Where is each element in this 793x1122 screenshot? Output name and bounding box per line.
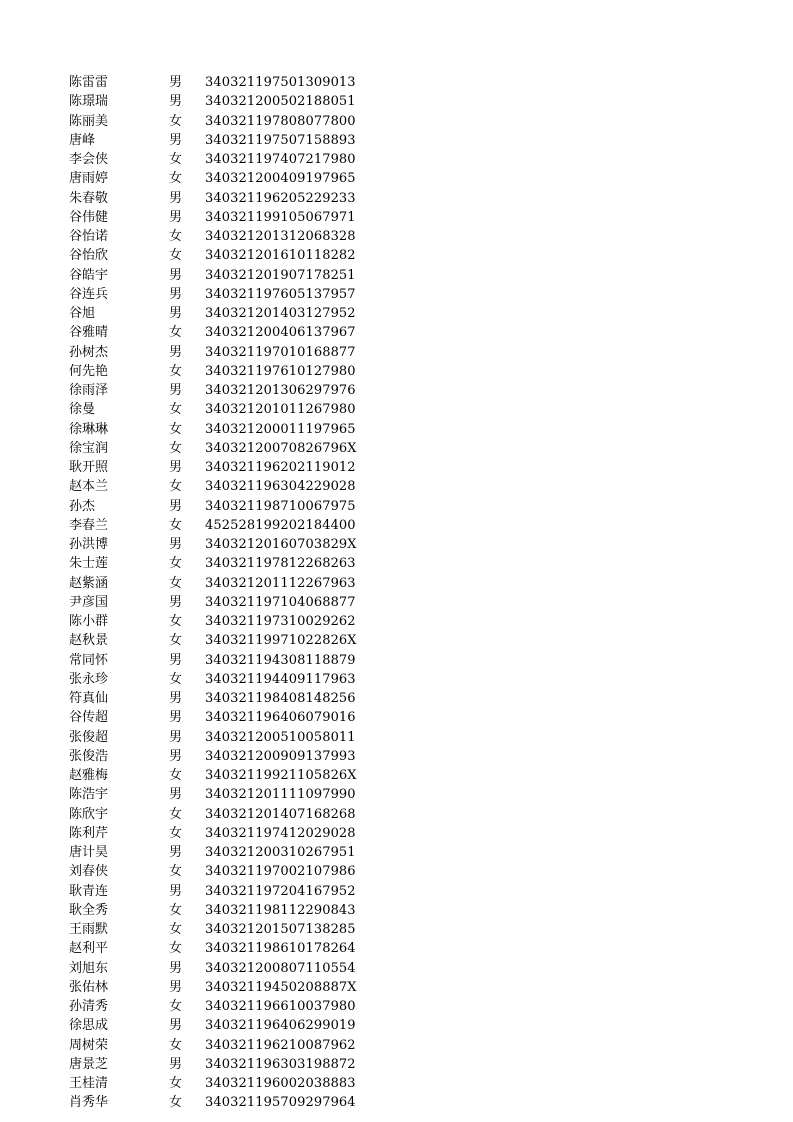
id-number-cell: 340321196202119012: [205, 460, 356, 475]
gender-cell: 女: [169, 902, 183, 918]
table-row: [69, 343, 369, 362]
table-row: [69, 670, 369, 689]
gender-cell: 男: [169, 1018, 183, 1034]
table-row: [69, 381, 369, 400]
table-row: [69, 708, 369, 727]
name-cell: 孙杰: [69, 498, 96, 514]
id-number-cell: 340321196304229028: [205, 479, 356, 495]
table-row: [69, 1055, 369, 1074]
table-row: [69, 112, 369, 131]
id-number-cell: 340321201011267980: [205, 402, 356, 418]
gender-cell: 女: [169, 248, 183, 264]
id-number-cell: 340321198710067975: [205, 498, 356, 514]
gender-cell: 男: [169, 787, 183, 803]
table-row: [69, 439, 369, 458]
id-number-cell: 340321197808077800: [205, 113, 356, 129]
id-number-cell: 340321197104068877: [205, 594, 356, 610]
name-cell: 赵本兰: [69, 479, 109, 495]
table-row: [69, 131, 369, 150]
name-cell: 赵紫涵: [69, 575, 109, 591]
table-row: [69, 901, 369, 920]
gender-cell: 女: [169, 941, 183, 957]
id-number-cell: 340321195709297964: [205, 1095, 356, 1111]
name-cell: 徐思成: [69, 1018, 109, 1034]
gender-cell: 女: [169, 556, 183, 572]
table-row: [69, 689, 369, 708]
name-cell: 徐琳琳: [69, 421, 109, 437]
name-cell: 符真仙: [69, 691, 109, 706]
id-number-cell: 340321199105067971: [205, 209, 356, 225]
id-number-cell: 340321201111097990: [205, 787, 356, 803]
name-cell: 孙树杰: [69, 344, 109, 360]
name-cell: 孙洪博: [69, 537, 109, 552]
name-cell: 唐峰: [69, 132, 96, 148]
id-number-cell: 34032120070826796X: [205, 440, 357, 456]
table-row: [69, 246, 369, 265]
table-row: [69, 824, 369, 843]
id-number-cell: 340321196303198872: [205, 1056, 356, 1072]
name-cell: 张俊超: [69, 729, 109, 745]
name-cell: 李春兰: [69, 517, 109, 533]
gender-cell: 女: [169, 517, 183, 533]
table-row: [69, 862, 369, 881]
id-number-cell: 340321198408148256: [205, 691, 356, 706]
table-row: [69, 939, 369, 958]
table-row: [69, 73, 369, 92]
name-cell: 谷旭: [69, 306, 96, 321]
table-row: [69, 843, 369, 862]
name-cell: 耿开照: [69, 460, 109, 475]
id-number-cell: 340321197507158893: [205, 132, 356, 148]
id-number-cell: 34032119450208887X: [205, 979, 357, 995]
id-number-cell: 340321197204167952: [205, 883, 356, 899]
gender-cell: 男: [169, 498, 183, 514]
gender-cell: 女: [169, 999, 183, 1014]
name-cell: 陈雷雷: [69, 75, 109, 90]
gender-cell: 男: [169, 286, 183, 302]
name-cell: 张佑林: [69, 979, 109, 995]
name-cell: 李会侠: [69, 152, 109, 167]
id-number-cell: 340321200510058011: [205, 729, 356, 745]
name-cell: 朱春敬: [69, 190, 109, 206]
table-row: [69, 612, 369, 631]
gender-cell: 女: [169, 325, 183, 341]
name-cell: 刘旭东: [69, 960, 109, 976]
gender-cell: 女: [169, 479, 183, 495]
gender-cell: 男: [169, 190, 183, 206]
name-cell: 耿青连: [69, 883, 109, 899]
name-cell: 何先艳: [69, 363, 109, 379]
id-number-cell: 340321201407168268: [205, 806, 356, 822]
name-cell: 赵秋景: [69, 633, 109, 649]
id-number-cell: 340321197002107986: [205, 864, 356, 880]
gender-cell: 男: [169, 94, 183, 110]
name-cell: 唐景芝: [69, 1056, 109, 1072]
id-number-cell: 340321197010168877: [205, 344, 356, 360]
name-cell: 陈欣宇: [69, 806, 109, 822]
gender-cell: 男: [169, 75, 183, 90]
gender-cell: 男: [169, 132, 183, 148]
id-number-cell: 340321201306297976: [205, 383, 356, 398]
table-row: [69, 959, 369, 978]
gender-cell: 女: [169, 171, 183, 187]
table-row: [69, 323, 369, 342]
table-row: [69, 208, 369, 227]
id-number-cell: 340321200406137967: [205, 325, 356, 341]
gender-cell: 女: [169, 440, 183, 456]
id-number-cell: 340321201907178251: [205, 267, 356, 283]
name-cell: 王雨默: [69, 922, 109, 937]
table-row: [69, 1074, 369, 1093]
gender-cell: 男: [169, 460, 183, 475]
id-number-cell: 340321194409117963: [205, 671, 356, 687]
table-row: [69, 362, 369, 381]
name-cell: 刘春侠: [69, 864, 109, 880]
gender-cell: 女: [169, 922, 183, 937]
gender-cell: 女: [169, 1095, 183, 1111]
name-cell: 陈利芹: [69, 825, 109, 841]
id-number-cell: 340321200011197965: [205, 421, 356, 437]
table-row: [69, 1093, 369, 1112]
table-row: [69, 554, 369, 573]
table-row: [69, 978, 369, 997]
id-number-cell: 340321196406299019: [205, 1018, 356, 1034]
gender-cell: 男: [169, 383, 183, 398]
id-number-cell: 340321200310267951: [205, 845, 356, 860]
gender-cell: 男: [169, 267, 183, 283]
id-number-cell: 340321200409197965: [205, 171, 356, 187]
table-row: [69, 420, 369, 439]
gender-cell: 男: [169, 748, 183, 764]
gender-cell: 男: [169, 960, 183, 976]
gender-cell: 男: [169, 652, 183, 668]
id-number-cell: 340321196002038883: [205, 1076, 356, 1091]
table-row: [69, 285, 369, 304]
table-row: [69, 651, 369, 670]
table-row: [69, 747, 369, 766]
gender-cell: 女: [169, 363, 183, 379]
id-number-cell: 340321197310029262: [205, 614, 356, 629]
name-cell: 陈丽美: [69, 113, 109, 129]
table-row: [69, 574, 369, 593]
id-number-cell: 340321201312068328: [205, 229, 356, 244]
gender-cell: 女: [169, 633, 183, 649]
name-cell: 赵利平: [69, 941, 109, 957]
gender-cell: 女: [169, 1037, 183, 1053]
name-cell: 谷皓宇: [69, 267, 109, 283]
gender-cell: 男: [169, 845, 183, 860]
table-row: [69, 785, 369, 804]
id-number-cell: 340321196205229233: [205, 190, 356, 206]
name-cell: 谷传超: [69, 710, 109, 726]
gender-cell: 女: [169, 229, 183, 244]
table-row: [69, 882, 369, 901]
id-number-cell: 340321197812268263: [205, 556, 356, 572]
gender-cell: 女: [169, 1076, 183, 1091]
gender-cell: 男: [169, 306, 183, 321]
id-number-cell: 340321200909137993: [205, 748, 356, 764]
name-cell: 张永珍: [69, 671, 109, 687]
table-row: [69, 92, 369, 111]
gender-cell: 男: [169, 691, 183, 706]
gender-cell: 女: [169, 768, 183, 783]
id-number-cell: 340321200502188051: [205, 94, 356, 110]
name-cell: 陈小群: [69, 614, 109, 629]
name-cell: 尹彦国: [69, 594, 109, 610]
gender-cell: 女: [169, 671, 183, 687]
name-cell: 常同怀: [69, 652, 109, 668]
table-row: [69, 477, 369, 496]
id-number-cell: 340321197412029028: [205, 825, 356, 841]
gender-cell: 女: [169, 113, 183, 129]
gender-cell: 男: [169, 710, 183, 726]
id-number-cell: 340321201507138285: [205, 922, 356, 937]
gender-cell: 男: [169, 594, 183, 610]
table-row: [69, 766, 369, 785]
id-number-cell: 340321197407217980: [205, 152, 356, 167]
gender-cell: 女: [169, 614, 183, 629]
id-number-cell: 340321201610118282: [205, 248, 356, 264]
id-number-cell: 34032120160703829X: [205, 537, 357, 552]
id-number-cell: 340321196210087962: [205, 1037, 356, 1053]
id-number-cell: 340321196406079016: [205, 710, 356, 726]
gender-cell: 男: [169, 537, 183, 552]
name-cell: 周树荣: [69, 1037, 109, 1053]
name-cell: 朱士莲: [69, 556, 109, 572]
name-cell: 唐计昊: [69, 845, 109, 860]
id-number-cell: 452528199202184400: [205, 517, 356, 533]
table-row: [69, 150, 369, 169]
id-number-cell: 340321201403127952: [205, 306, 356, 321]
name-cell: 陈璟瑞: [69, 94, 109, 110]
table-row: [69, 593, 369, 612]
id-number-cell: 340321198610178264: [205, 941, 356, 957]
name-cell: 赵雅梅: [69, 768, 109, 783]
gender-cell: 男: [169, 1056, 183, 1072]
table-row: [69, 997, 369, 1016]
table-row: [69, 1036, 369, 1055]
name-cell: 徐宝润: [69, 440, 109, 456]
gender-cell: 女: [169, 402, 183, 418]
table-row: [69, 728, 369, 747]
name-cell: 徐雨泽: [69, 383, 109, 398]
id-number-cell: 340321201112267963: [205, 575, 356, 591]
gender-cell: 女: [169, 864, 183, 880]
name-cell: 谷雅晴: [69, 325, 109, 341]
name-cell: 徐曼: [69, 402, 96, 418]
name-cell: 耿全秀: [69, 902, 109, 918]
id-number-cell: 340321196610037980: [205, 999, 356, 1014]
name-cell: 王桂清: [69, 1076, 109, 1091]
table-row: [69, 227, 369, 246]
table-row: [69, 497, 369, 516]
name-cell: 谷连兵: [69, 286, 109, 302]
name-cell: 孙清秀: [69, 999, 109, 1014]
gender-cell: 女: [169, 825, 183, 841]
name-cell: 谷伟健: [69, 209, 109, 225]
name-cell: 唐雨婷: [69, 171, 109, 187]
table-row: [69, 805, 369, 824]
table-row: [69, 400, 369, 419]
table-row: [69, 458, 369, 477]
gender-cell: 男: [169, 209, 183, 225]
id-number-cell: 340321200807110554: [205, 960, 356, 976]
table-row: [69, 189, 369, 208]
table-row: [69, 516, 369, 535]
table-row: [69, 535, 369, 554]
id-number-cell: 340321198112290843: [205, 902, 356, 918]
id-number-cell: 340321197605137957: [205, 286, 356, 302]
gender-cell: 男: [169, 979, 183, 995]
name-cell: 谷怡欣: [69, 248, 109, 264]
roster-table: [69, 73, 369, 1113]
name-cell: 陈浩宇: [69, 787, 109, 803]
gender-cell: 女: [169, 575, 183, 591]
table-row: [69, 266, 369, 285]
id-number-cell: 340321194308118879: [205, 652, 356, 668]
name-cell: 谷怡诺: [69, 229, 109, 244]
gender-cell: 男: [169, 883, 183, 899]
name-cell: 肖秀华: [69, 1095, 109, 1111]
table-row: [69, 631, 369, 650]
gender-cell: 男: [169, 344, 183, 360]
gender-cell: 男: [169, 729, 183, 745]
table-row: [69, 1016, 369, 1035]
id-number-cell: 340321197501309013: [205, 75, 356, 90]
table-row: [69, 169, 369, 188]
id-number-cell: 34032119971022826X: [205, 633, 357, 649]
gender-cell: 女: [169, 806, 183, 822]
id-number-cell: 340321197610127980: [205, 363, 356, 379]
name-cell: 张俊浩: [69, 748, 109, 764]
gender-cell: 女: [169, 152, 183, 167]
table-row: [69, 920, 369, 939]
gender-cell: 女: [169, 421, 183, 437]
id-number-cell: 34032119921105826X: [205, 768, 357, 783]
table-row: [69, 304, 369, 323]
